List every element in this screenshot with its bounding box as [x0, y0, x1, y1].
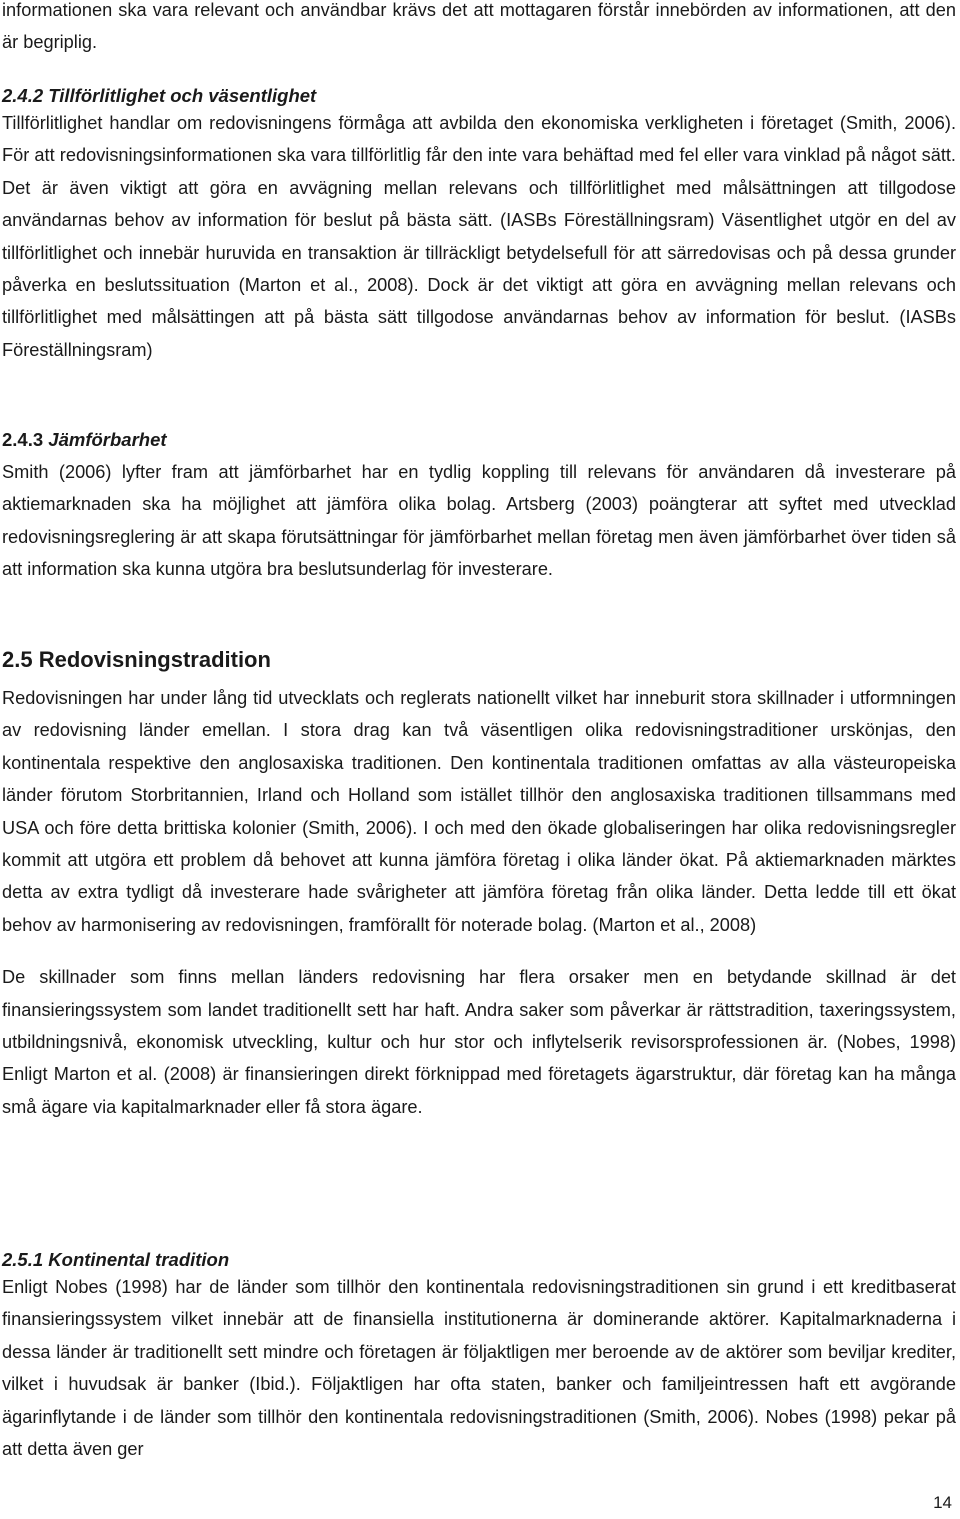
page-number: 14 — [933, 1493, 952, 1512]
section-2-5-paragraph-2: De skillnader som finns mellan länders redovisning har flera orsaker men en betydande skillnad är det finansieringssystem som landet traditionellt sett har haft. Andra saker som påverkar är rättstradition, taxeringssystem, utbildningsnivå, ekonomisk utveckling, kultur och hur stor och inflytelserik revisorsprofessionen är. (Nobes, 1998) Enligt Marton et al. (2008) är finansieringen direkt förknippad med företagets ägarstruktur, där företag kan ha många små ägare via kapitalmarknader eller få stora ägare. — [2, 967, 956, 1117]
intro-paragraph: informationen ska vara relevant och användbar krävs det att mottagaren förstår innebörden av informationen, att den är begriplig. — [2, 0, 956, 53]
section-2-4-3-paragraph: Smith (2006) lyfter fram att jämförbarhet har en tydlig koppling till relevans för användaren då investerare på aktiemarknaden ska ha möjlighet att jämföra olika bolag. Artsberg (2003) poängterar att syftet med utvecklad redovisningsreglering är att skapa förutsättningar för jämförbarhet mellan företag men även jämförbarhet över tiden så att information ska kunna utgöra bra beslutsunderlag för investerare. — [2, 462, 956, 580]
section-2-5-1-paragraph: Enligt Nobes (1998) har de länder som tillhör den kontinentala redovisningstraditionen sin grund i ett kreditbaserat finansieringssystem vilket innebär att de finansiella institutionerna är dominerande aktörer. Kapitalmarknaderna i dessa länder är traditionellt sett mindre och företagen är följaktligen mer beroende av de aktörer som beviljar krediter, vilket i huvudsak är banker (Ibid.). Följaktligen har ofta staten, banker och familjeintressen haft ett avgörande ägarinflytande i de länder som tillhör den kontinentala redovisningstraditionen (Smith, 2006). Nobes (1998) pekar på att detta även ger — [2, 1277, 956, 1460]
section-2-4-3-title: Jämförbarhet — [48, 429, 167, 450]
section-2-4-3-number: 2.4.3 — [2, 429, 44, 450]
section-2-4-3 — [2, 428, 956, 586]
section-2-5-paragraph-1: Redovisningen har under lång tid utvecklats och reglerats nationellt vilket har inneburit stora skillnader i utformningen av redovisning länder emellan. I stora drag kan två väsentligen olika redovisningstraditioner urskönjas, den kontinentala respektive den anglosaxiska traditionen. Den kontinentala traditionen omfattas av alla västeuropeiska länder förutom Storbritannien, Irland och Holland som istället tillhör den anglosaxiska traditionen tillsammans med USA och före detta brittiska kolonier (Smith, 2006). I och med den ökade globaliseringen har olika redovisningsregler kommit att utgöra ett problem då behovet att kunna jämföra företag i olika länder ökat. På aktiemarknaden märktes detta av extra tydligt då investerare hade svårigheter att jämföra företag från olika länder. Detta ledde till ett ökat behov av harmonisering av redovisningen, framförallt för noterade bolag. (Marton et al., 2008) — [2, 688, 956, 935]
section-2-4-3-heading — [2, 428, 956, 452]
section-2-5 — [2, 646, 956, 1123]
section-2-4-2-heading: 2.4.2 Tillförlitlighet och väsentlighet — [2, 85, 317, 106]
section-2-4-2-paragraph: Tillförlitlighet handlar om redovisningens förmåga att avbilda den ekonomiska verkligheten i företaget (Smith, 2006). För att redovisningsinformationen ska vara tillförlitlig får den inte vara behäftad med fel eller vara vinklad på något sätt. Det är även viktigt att göra en avvägning mellan relevans och tillförlitlighet med målsättningen att tillgodose användarnas behov av information för beslut på bästa sätt. (IASBs Föreställningsram) Väsentlighet utgör en del av tillförlitlighet och innebär huruvida en transaktion är tillräckligt betydelsefull för att särredovisas och på dessa grunder påverka en beslutssituation (Marton et al., 2008). Dock är det viktigt att göra en avvägning mellan relevans och tillförlitlighet med målsättingen att på bästa sätt tillgodose användarnas behov av information för beslut. (IASBs Föreställningsram) — [2, 113, 956, 360]
section-2-5-heading: 2.5 Redovisningstradition — [2, 647, 271, 672]
section-2-4-2 — [2, 84, 956, 366]
section-2-5-1-heading: 2.5.1 Kontinental tradition — [2, 1249, 230, 1270]
intro-block — [2, 0, 956, 59]
section-2-5-1 — [2, 1248, 956, 1465]
